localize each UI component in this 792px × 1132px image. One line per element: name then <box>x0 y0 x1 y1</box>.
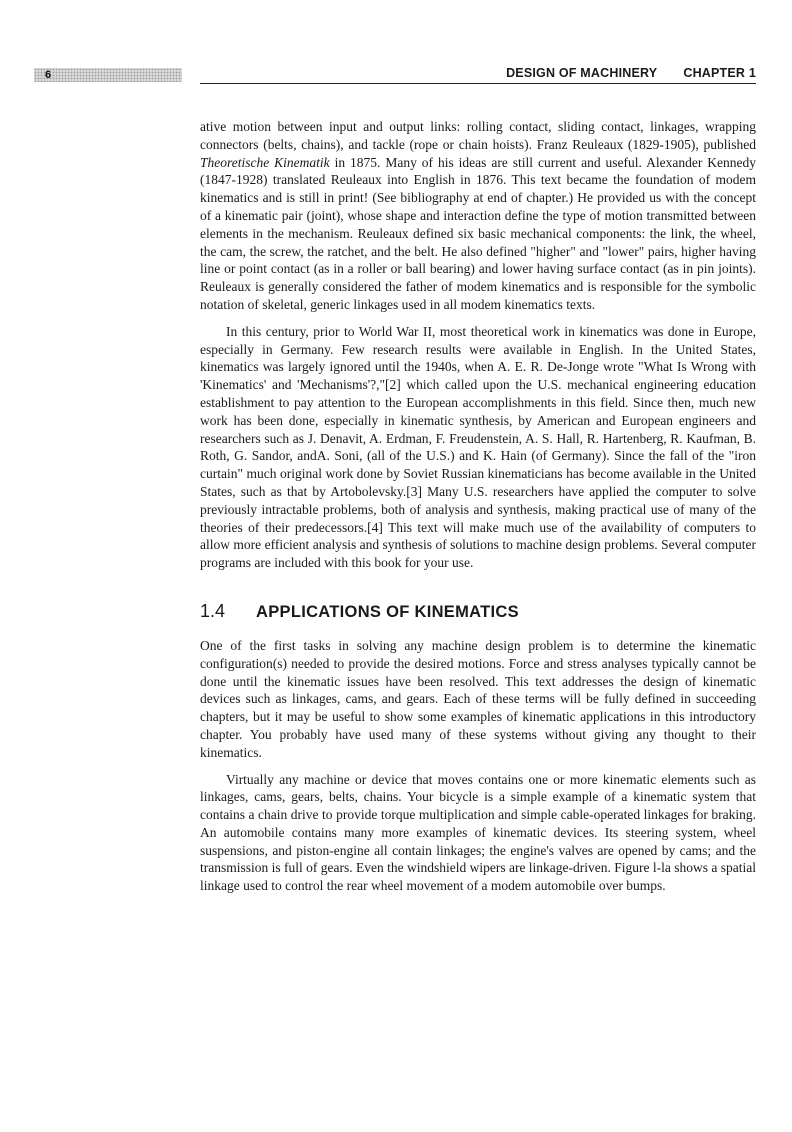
section-heading <box>200 600 756 623</box>
paragraph-history: In this century, prior to World War II, most theoretical work in kinematics was done in Europe, especially in Germany. Few research results were available in English. In the United States, kinematics was largely ignored until the 1940s, when A. E. R. De-Jonge wrote "What Is Wrong with 'Kinematics' and 'Mechanisms'?,"[2] which called upon the U.S. mechanical engineering education establishment to pay attention to the European accomplishments in this field. Since then, much new work has been done, especially in kinematic synthesis, by American and European engineers and researchers such as J. Denavit, A. Erdman, F. Freudenstein, A. S. Hall, R. Hartenberg, R. Kaufman, B. Roth, G. Sandor, andA. Soni, (all of the U.S.) and K. Hain (of Germany). Since the fall of the "iron curtain" much original work done by Soviet Russian kinematicians has become available in the United States, such as that by Artobolevsky.[3] Many U.S. researchers have applied the computer to solve previously intractable problems, both of analysis and synthesis, making practical use of many of the theories of their predecessors.[4] This text will make much use of the availability of computers to allow more efficient analysis and synthesis of solutions to machine design problems. Several computer programs are included with this book for your use. <box>200 323 756 571</box>
section-number: 1.4 <box>200 600 226 621</box>
book-title-italic: Theoretische Kinematik <box>200 154 330 170</box>
paragraph-examples: Virtually any machine or device that moves contains one or more kinematic elements such as linkages, cams, gears, belts, chains. Your bicycle is a simple example of a kinematic system that contains a chain drive to provide torque multiplication and simple cable-operated linkages for braking. An automobile contains many more examples of kinematic devices. Its steering system, wheel suspensions, and piston-engine all contain linkages; the engine's valves are opened by cams; and the transmission is full of gears. Even the windshield wipers are linkage-driven. Figure l-la shows a spatial linkage used to control the rear wheel movement of a modem automobile over bumps. <box>200 771 756 894</box>
section-title: APPLICATIONS OF KINEMATICS <box>256 602 519 621</box>
paragraph-text: ative motion between input and output links: rolling contact, sliding contact, linkages, wrapping connectors (belts, chains), and tackle (rope or chain hoists). Franz Reuleaux (1829-1905), published <box>200 119 756 152</box>
paragraph-text: in 1875. Many of his ideas are still current and useful. Alexander Kennedy (1847-1928) translated Reuleaux into English in 1876. This text became the foundation of modem kinematics and is still in print! (See bibliography at end of chapter.) He provided us with the concept of a kinematic pair (joint), whose shape and interaction define the type of motion transmitted between elements in the mechanism. Reuleaux defined six basic mechanical components: the link, the wheel, the cam, the screw, the ratchet, and the belt. He also defined "higher" and "lower" pairs, higher having line or point contact (as in a roller or ball bearing) and lower having surface contact (as in pin joints). Reuleaux is generally considered the father of modem kinematics and is responsible for the symbolic notation of skeletal, generic linkages used in all modem kinematics texts. <box>200 154 756 312</box>
paragraph-reuleaux <box>200 118 756 314</box>
paragraph-applications: One of the first tasks in solving any machine design problem is to determine the kinematic configuration(s) needed to provide the desired motions. Force and stress analyses typically cannot be done until the kinematic issues have been resolved. This text addresses the design of kinematic devices such as linkages, cams, and gears. Each of these terms will be fully defined in succeeding chapters, but it may be useful to show some examples of kinematic applications in this introductory chapter. You probably have used many of these systems without giving any thought to their kinematics. <box>200 637 756 760</box>
page-number: 6 <box>34 68 182 82</box>
running-head <box>200 66 756 84</box>
chapter-label: CHAPTER 1 <box>683 66 756 80</box>
page-body <box>200 118 756 895</box>
book-title: DESIGN OF MACHINERY <box>506 66 658 80</box>
